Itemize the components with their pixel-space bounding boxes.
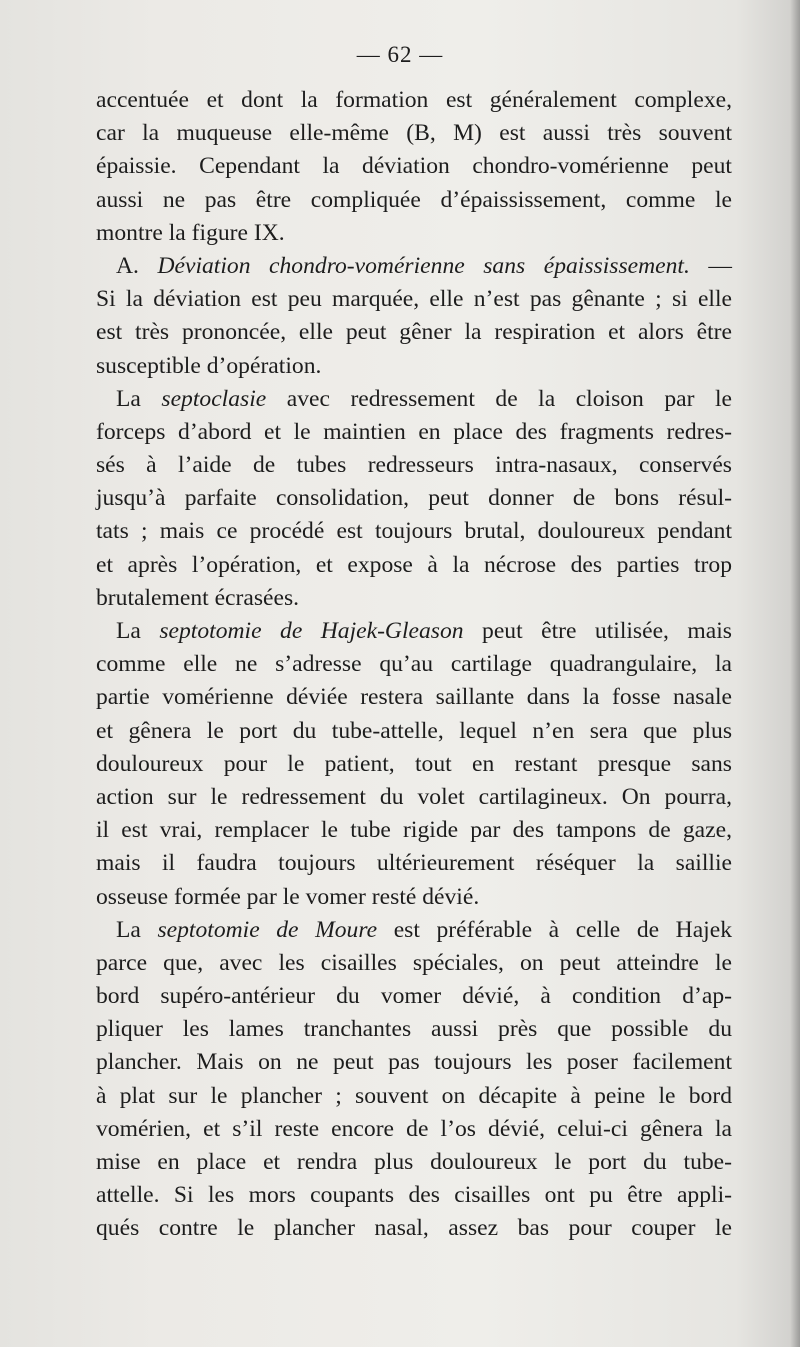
text-segment: peut être utilisée, mais (463, 618, 732, 644)
text-line (96, 847, 732, 880)
text-line (96, 482, 732, 515)
text-segment: montre la figure IX. (96, 219, 285, 246)
text-segment: susceptible d’opération. (96, 352, 322, 379)
text-segment: attelle. Si les mors coupants des cisailles ont pu être appli- (96, 1182, 732, 1209)
text-segment: osseuse formée par le vomer resté dévié. (96, 883, 480, 910)
text-line (96, 316, 732, 349)
text-line (96, 217, 732, 250)
text-segment: bord supéro-antérieur du vomer dévié, à condition d’ap- (96, 983, 732, 1010)
text-line (96, 1179, 732, 1212)
text-segment: plancher. Mais on ne peut pas toujours les poser facilement (96, 1049, 732, 1076)
text-segment: action sur le redressement du volet cartilagineux. On pourra, (96, 783, 732, 810)
text-line (96, 117, 732, 150)
text-line (96, 1080, 732, 1113)
text-segment: douloureux pour le patient, tout en restant presque sans (96, 750, 732, 777)
text-segment: forceps d’abord et le maintien en place des fragments redres- (96, 418, 732, 445)
text-segment: à plat sur le plancher ; souvent on décapite à peine le bord (96, 1082, 732, 1109)
text-segment: qués contre le plancher nasal, assez bas pour couper le (96, 1215, 732, 1242)
text-line (96, 582, 732, 615)
text-line (96, 515, 732, 548)
text-line (96, 383, 732, 416)
text-line (96, 1013, 732, 1046)
text-segment: accentuée et dont la formation est généralement complexe, (96, 87, 732, 113)
text-line (96, 914, 732, 947)
text-line (96, 715, 732, 748)
text-segment: épaissie. Cependant la déviation chondro-vomérienne peut (96, 153, 732, 180)
text-line (96, 814, 732, 847)
text-segment: il est vrai, remplacer le tube rigide par des tampons de gaze, (96, 817, 732, 844)
text-line (96, 748, 732, 781)
text-segment: partie vomérienne déviée restera saillante dans la fosse nasale (96, 684, 732, 711)
italic-term: septotomie de Moure (157, 916, 378, 943)
text-line (96, 947, 732, 980)
text-segment: car la muqueuse elle-même (B, M) est aussi très souvent (96, 120, 732, 147)
text-segment: La (116, 916, 158, 943)
text-line (96, 1113, 732, 1146)
text-segment: sés à l’aide de tubes redresseurs intra-nasaux, conservés (96, 452, 732, 479)
text-segment: A. (116, 252, 158, 279)
text-line (96, 980, 732, 1013)
text-segment: brutalement écrasées. (96, 584, 300, 611)
text-segment: La (116, 618, 160, 644)
text-segment: et gênera le port du tube-attelle, lequel n’en sera que plus (96, 717, 732, 744)
body-text (96, 84, 732, 1246)
text-line (96, 881, 732, 914)
page-number: — 62 — (356, 42, 444, 67)
text-line (96, 681, 732, 714)
text-segment: comme elle ne s’adresse qu’au cartilage quadrangulaire, la (96, 651, 732, 678)
text-segment: tats ; mais ce procédé est toujours brutal, douloureux pendant (96, 518, 732, 545)
text-line (96, 84, 732, 117)
italic-term: septotomie de Hajek-Gleason (159, 618, 464, 644)
text-segment: jusqu’à parfaite consolidation, peut donner de bons résul- (96, 485, 732, 512)
text-segment: parce que, avec les cisailles spéciales, on peut atteindre le (96, 949, 732, 976)
italic-term: Déviation chondro-vomérienne sans épaississement. (157, 252, 690, 279)
text-segment: est très prononcée, elle peut gêner la respiration et alors être (96, 319, 732, 346)
text-line (96, 1146, 732, 1179)
text-line (96, 781, 732, 814)
text-line (96, 648, 732, 681)
text-segment: — (689, 252, 732, 279)
text-line (96, 150, 732, 183)
text-segment: et après l’opération, et expose à la nécrose des parties trop (96, 551, 732, 578)
text-segment: est préférable à celle de Hajek (377, 916, 733, 943)
text-line (96, 549, 732, 582)
text-line (96, 250, 732, 283)
text-line (96, 283, 732, 316)
text-segment: mise en place et rendra plus douloureux le port du tube- (96, 1149, 732, 1175)
text-line (96, 1212, 732, 1245)
text-segment: avec redressement de la cloison par le (266, 385, 732, 412)
text-line (96, 416, 732, 449)
text-line (96, 184, 732, 217)
text-segment: Si la déviation est peu marquée, elle n’est pas gênante ; si elle (96, 286, 732, 313)
text-segment: La (116, 385, 162, 412)
text-line (96, 350, 732, 383)
text-segment: mais il faudra toujours ultérieurement réséquer la saillie (96, 850, 732, 877)
text-segment: vomérien, et s’il reste encore de l’os dévié, celui-ci gênera la (96, 1115, 732, 1142)
text-line (96, 449, 732, 482)
text-segment: pliquer les lames tranchantes aussi près que possible du (96, 1016, 732, 1043)
italic-term: septoclasie (161, 385, 267, 412)
text-line (96, 1046, 732, 1079)
text-line (96, 615, 732, 648)
text-segment: aussi ne pas être compliquée d’épaississement, comme le (96, 186, 732, 213)
